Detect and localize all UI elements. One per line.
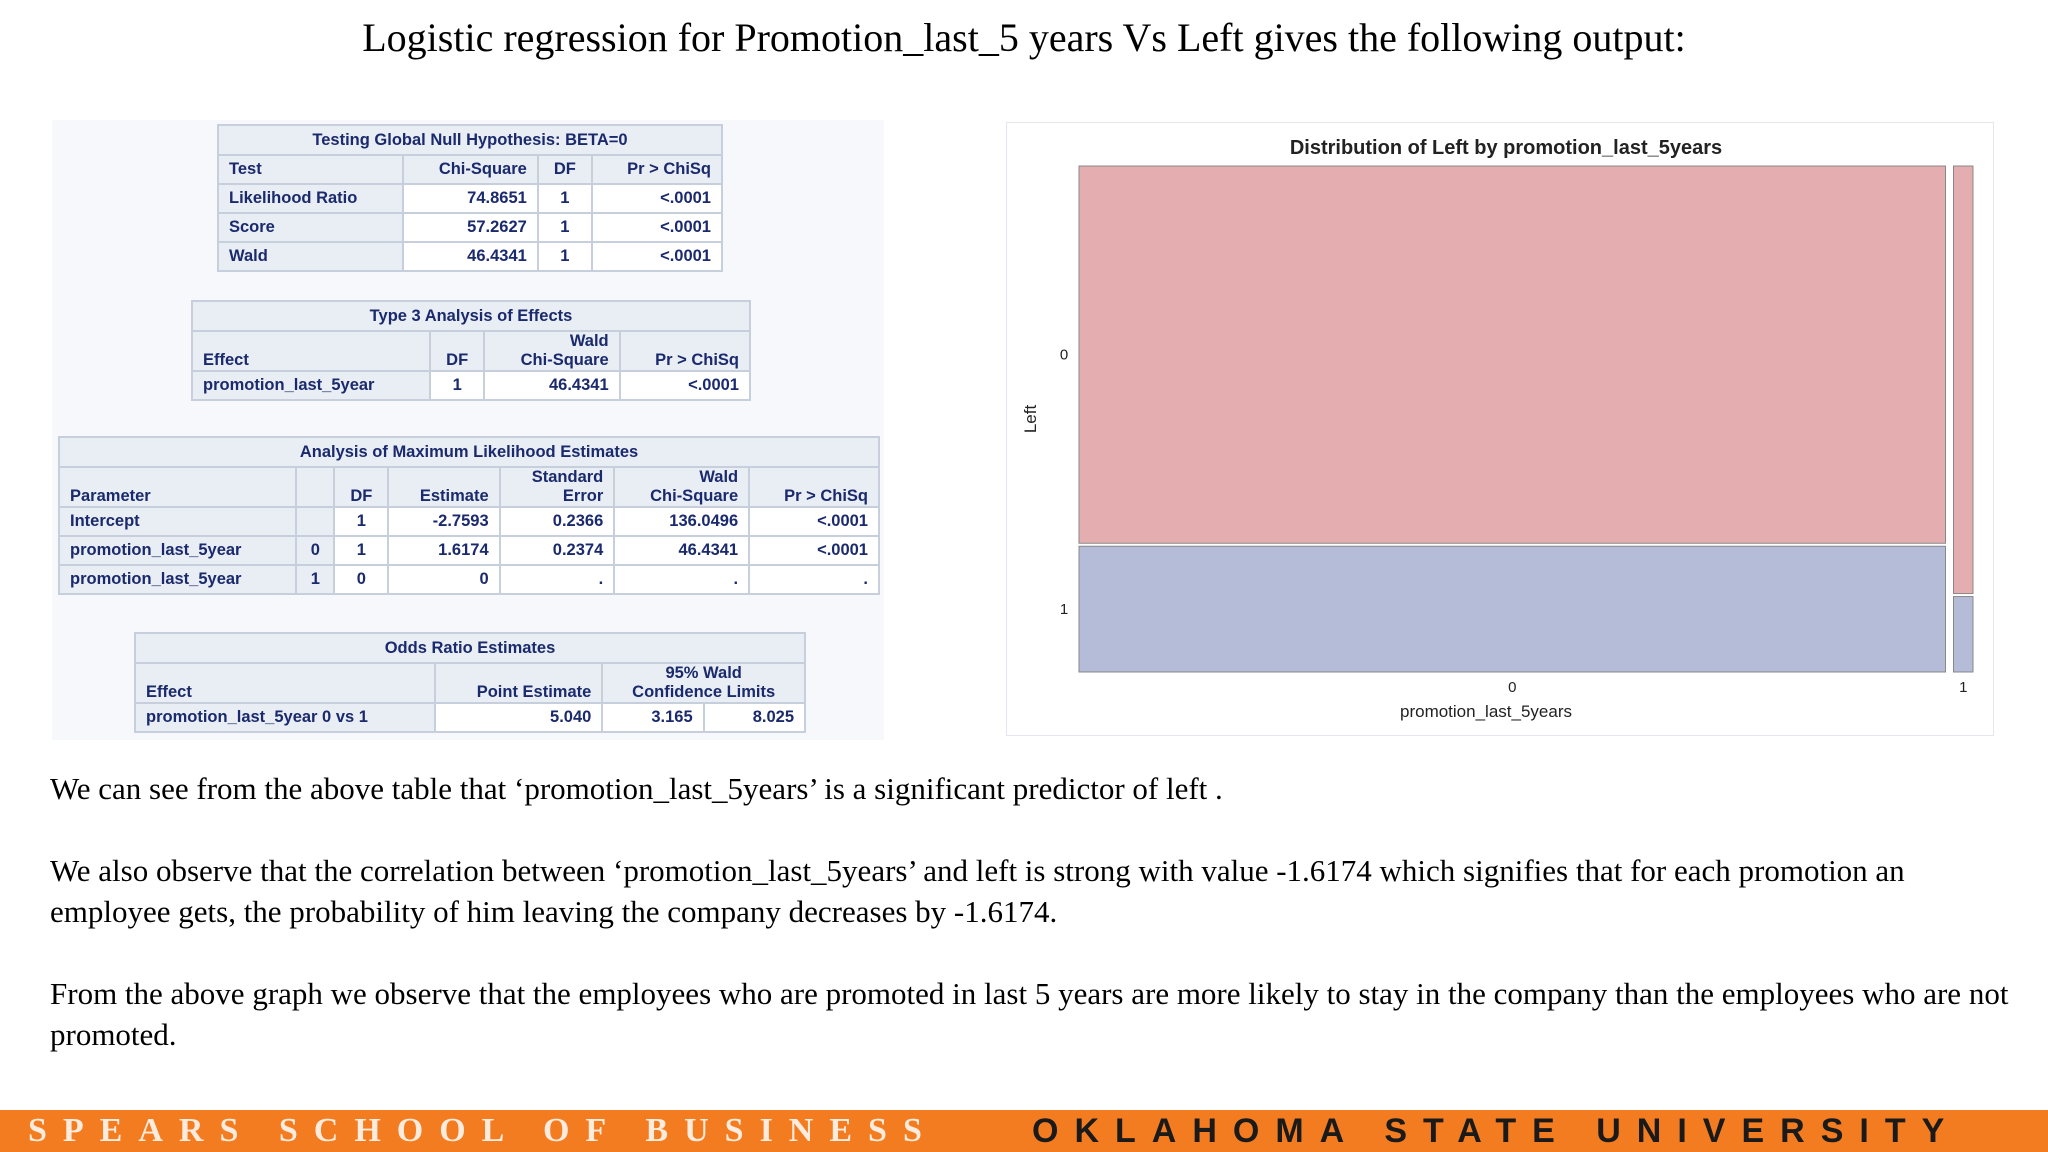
table-row [218, 213, 722, 242]
row-label: promotion_last_5year [59, 536, 296, 565]
table-cell: . [500, 565, 615, 594]
global-null-table [217, 124, 723, 272]
table-cell: 1 [538, 213, 592, 242]
row-level: 1 [296, 565, 334, 594]
table-caption: Odds Ratio Estimates [134, 632, 806, 662]
slide-title: Logistic regression for Promotion_last_5 years Vs Left gives the following output: [362, 15, 1686, 60]
paragraph-correlation: We also observe that the correlation between ‘promotion_last_5years’ and left is strong with value -1.6174 which signifies that for each promotion an employee gets, the probability of him leaving the company decreases by -1.6174. [50, 853, 1905, 929]
column-header: Pr > ChiSq [592, 155, 722, 184]
mosaic-plot-panel [1006, 122, 1994, 736]
column-header [296, 467, 334, 507]
footer-school-name: SPEARS SCHOOL OF BUSINESS [28, 1112, 938, 1149]
mosaic-tile [1954, 597, 1973, 672]
table-cell: 46.4341 [614, 536, 749, 565]
column-header [614, 467, 749, 507]
footer-university-name: OKLAHOMA STATE UNIVERSITY [1032, 1112, 1961, 1150]
paragraph-significance: We can see from the above table that ‘promotion_last_5years’ is a significant predictor of left . [50, 771, 1223, 806]
table-cell: <.0001 [749, 507, 879, 536]
table-row [218, 242, 722, 271]
column-header-line: Wald [699, 468, 739, 486]
row-label: Intercept [59, 507, 296, 536]
table-cell: 1 [430, 371, 484, 400]
table-row [135, 703, 805, 732]
table-cell: 1 [334, 536, 388, 565]
mosaic-tile [1079, 546, 1946, 672]
column-header: Effect [135, 663, 435, 703]
table-cell: 1.6174 [388, 536, 499, 565]
row-label: Score [218, 213, 403, 242]
paragraph-graph-observation: From the above graph we observe that the employees who are promoted in last 5 years are more likely to stay in the company than the employees who are not promoted. [50, 976, 2009, 1052]
table-cell: 0 [334, 565, 388, 594]
table-caption: Type 3 Analysis of Effects [191, 300, 751, 330]
column-header-line: Standard [531, 468, 604, 486]
table-cell: 8.025 [704, 703, 805, 732]
column-header [500, 467, 615, 507]
table-cell: 46.4341 [484, 371, 619, 400]
column-header: Effect [192, 331, 430, 371]
row-label: Likelihood Ratio [218, 184, 403, 213]
table-cell: . [614, 565, 749, 594]
column-header [484, 331, 619, 371]
table-cell: 46.4341 [403, 242, 538, 271]
y-tick-label: 0 [1059, 346, 1069, 364]
table-cell: 5.040 [435, 703, 603, 732]
column-header: Test [218, 155, 403, 184]
odds-ratio-table [134, 632, 806, 733]
column-header: Estimate [388, 467, 499, 507]
table-cell: <.0001 [592, 184, 722, 213]
x-tick-label: 0 [1508, 679, 1517, 696]
table-cell: 136.0496 [614, 507, 749, 536]
table-cell: 1 [334, 507, 388, 536]
row-label: promotion_last_5year [59, 565, 296, 594]
table-cell: <.0001 [749, 536, 879, 565]
table-cell: <.0001 [592, 213, 722, 242]
mosaic-tile [1079, 166, 1946, 543]
table-row [192, 371, 750, 400]
mle-table [58, 436, 880, 595]
column-header: Pr > ChiSq [749, 467, 879, 507]
table-caption: Testing Global Null Hypothesis: BETA=0 [217, 124, 723, 154]
column-header: Chi-Square [403, 155, 538, 184]
column-header-line: 95% Wald [665, 664, 742, 682]
sas-output-panel [52, 120, 884, 740]
x-tick-label: 1 [1959, 679, 1968, 696]
type3-table [191, 300, 751, 401]
y-axis-label: Left [1021, 404, 1040, 434]
x-axis-label: promotion_last_5years [1400, 702, 1572, 721]
table-row [59, 507, 879, 536]
table-row [218, 184, 722, 213]
column-header: DF [430, 331, 484, 371]
table-row [59, 536, 879, 565]
table-cell: 57.2627 [403, 213, 538, 242]
chart-title: Distribution of Left by promotion_last_5years [1289, 137, 1723, 159]
column-header-line: Chi-Square [520, 351, 609, 369]
table-cell: 1 [538, 242, 592, 271]
row-label: promotion_last_5year 0 vs 1 [135, 703, 435, 732]
table-cell: 1 [538, 184, 592, 213]
column-header [602, 663, 805, 703]
row-level [296, 507, 334, 536]
column-header: Pr > ChiSq [620, 331, 750, 371]
table-cell: 0.2366 [500, 507, 615, 536]
row-level: 0 [296, 536, 334, 565]
column-header-line: Wald [569, 332, 609, 350]
footer-banner [0, 1110, 2048, 1152]
table-caption: Analysis of Maximum Likelihood Estimates [58, 436, 880, 466]
table-cell: 0 [388, 565, 499, 594]
row-label: Wald [218, 242, 403, 271]
table-cell: <.0001 [592, 242, 722, 271]
table-cell: <.0001 [620, 371, 750, 400]
table-cell: 3.165 [602, 703, 703, 732]
column-header-line: Error [562, 487, 604, 505]
column-header: Parameter [59, 467, 296, 507]
column-header: Point Estimate [435, 663, 603, 703]
row-label: promotion_last_5year [192, 371, 430, 400]
table-cell: . [749, 565, 879, 594]
table-cell: 74.8651 [403, 184, 538, 213]
table-cell: 0.2374 [500, 536, 615, 565]
table-cell: -2.7593 [388, 507, 499, 536]
y-tick-label: 1 [1059, 601, 1069, 619]
mosaic-plot [1007, 123, 1993, 735]
column-header-line: Confidence Limits [632, 683, 776, 701]
column-header-line: Chi-Square [650, 487, 739, 505]
column-header: DF [334, 467, 388, 507]
column-header: DF [538, 155, 592, 184]
table-row [59, 565, 879, 594]
mosaic-tile [1954, 166, 1973, 594]
